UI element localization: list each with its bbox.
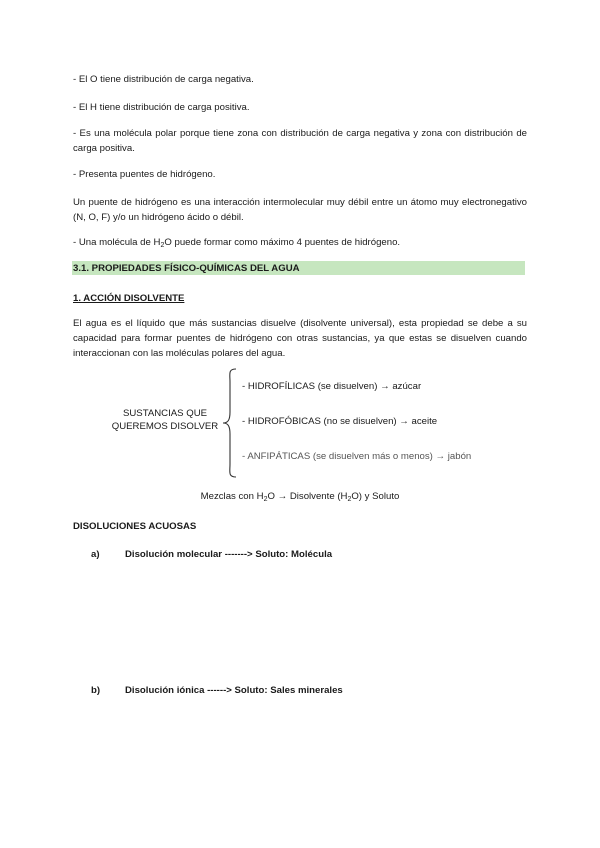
hbond-paragraph: Un puente de hidrógeno es una interacción intermolecular muy débil entre un átomo muy electronegativo (N, O, F) y/o un hidrógeno ácido o débil. [73,197,527,223]
solvent-paragraph: El agua es el líquido que más sustancias disuelve (disolvente universal), esta propiedad se debe a su capacidad para formar puentes de hidrógeno con otras sustancias, ya que estas se disuelven cuando interaccionan con las moléculas polares del agua. [73,318,527,359]
diagram-item-hidrofobicas: - HIDROFÓBICAS (no se disuelven) → aceite [242,416,438,427]
diagram-left-label: SUSTANCIAS QUE QUEREMOS DISOLVER [111,408,219,432]
disoluciones-heading: DISOLUCIONES ACUOSAS [73,521,197,532]
diagram-item-hidrofilicas: - HIDROFÍLICAS (se disuelven) → azúcar [242,381,422,392]
section-heading: 3.1. PROPIEDADES FÍSICO-QUÍMICAS DEL AGUA [73,263,300,274]
bullet-oxygen: - El O tiene distribución de carga negativa. [73,74,254,85]
curly-brace-icon [222,368,238,478]
bullet-hydrogen: - El H tiene distribución de carga positiva. [73,102,250,113]
list-item-ionica: b) Disolución iónica ------> Soluto: Sales minerales [91,685,343,696]
list-item-molecular: a) Disolución molecular -------> Soluto: Molécula [91,549,333,560]
max-bonds-line: - Una molécula de $H_2O$ puede formar como máximo 4 puentes de hidrógeno. [73,237,401,249]
bullet-hbonds: - Presenta puentes de hidrógeno. [73,169,216,180]
subheading-accion-disolvente: 1. ACCIÓN DISOLVENTE [73,293,185,304]
bullet-polar: - Es una molécula polar porque tiene zona con distribución de carga negativa y zona con distribución de carga positiva. [73,128,527,154]
diagram-item-anfipaticas: - ANFIPÁTICAS (se disuelven más o menos) → jabón [242,451,472,462]
mixture-line: Mezclas con $H_2O$ → Disolvente $(H_2O)$ y Soluto [200,491,400,503]
